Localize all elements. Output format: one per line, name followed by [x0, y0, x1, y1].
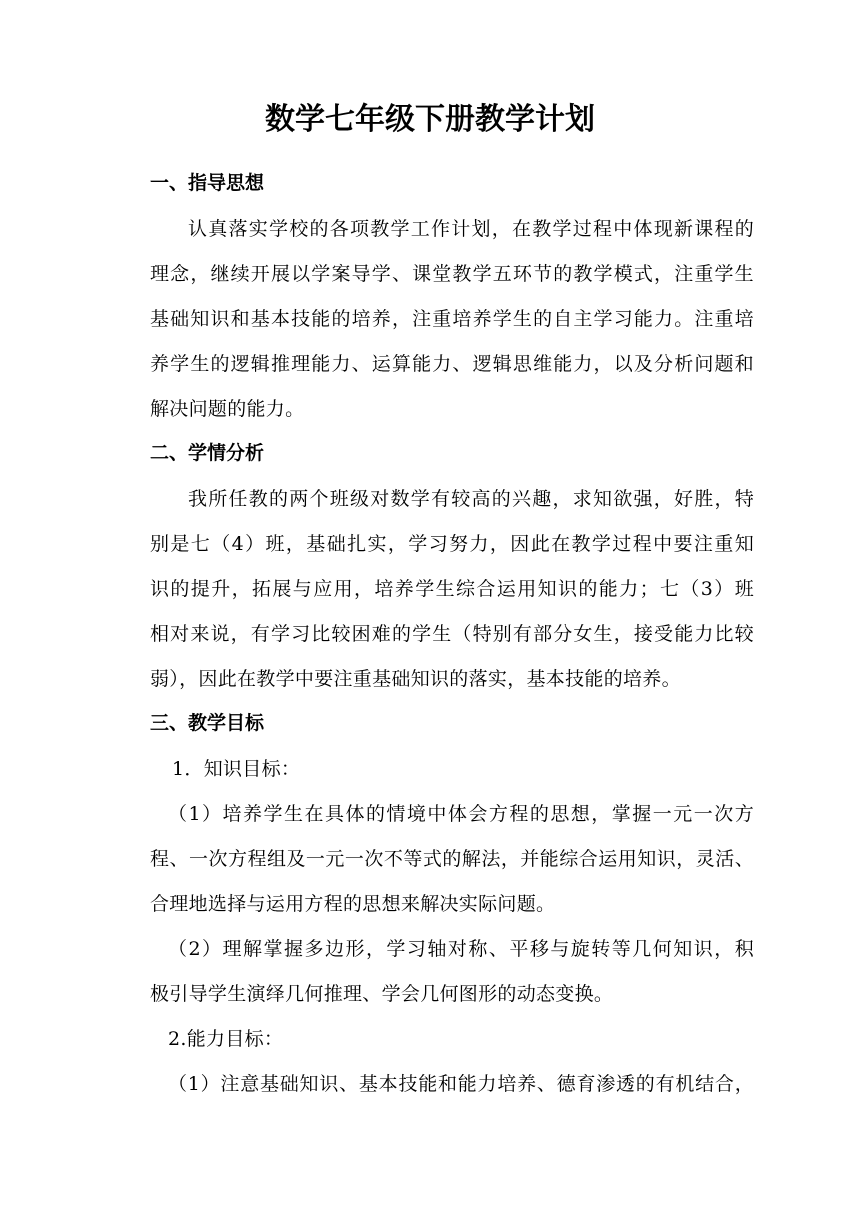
paragraph-line: （2）理解掌握多边形，学习轴对称、平移与旋转等几何知识，积 [168, 938, 754, 960]
subheading-knowledge-goals: 1．知识目标： [172, 758, 301, 780]
paragraph-line: 基础知识和基本技能的培养，注重培养学生的自主学习能力。注重培 [150, 308, 754, 330]
paragraph-line: 别是七（4）班，基础扎实，学习努力，因此在教学过程中要注重知 [150, 533, 754, 555]
paragraph-line: 解决问题的能力。 [150, 398, 305, 420]
paragraph-line: 认真落实学校的各项教学工作计划，在教学过程中体现新课程的 [188, 218, 754, 240]
paragraph-line: （1）注意基础知识、基本技能和能力培养、德育渗透的有机结合， [168, 1073, 754, 1095]
paragraph-line: 极引导学生演绎几何推理、学会几何图形的动态变换。 [150, 983, 614, 1005]
paragraph-line: 理念，继续开展以学案导学、课堂教学五环节的教学模式，注重学生 [150, 263, 754, 285]
paragraph-line: 我所任教的两个班级对数学有较高的兴趣，求知欲强，好胜，特 [188, 488, 754, 510]
paragraph-line: 养学生的逻辑推理能力、运算能力、逻辑思维能力，以及分析问题和 [150, 353, 754, 375]
paragraph-line: 弱），因此在教学中要注重基础知识的落实，基本技能的培养。 [150, 668, 681, 690]
paragraph-line: 程、一次方程组及一元一次不等式的解法，并能综合运用知识，灵活、 [150, 848, 754, 870]
paragraph-line: 相对来说，有学习比较困难的学生（特别有部分女生，接受能力比较 [150, 623, 754, 645]
paragraph-line: 合理地选择与运用方程的思想来解决实际问题。 [150, 893, 556, 915]
paragraph-line: 识的提升，拓展与应用，培养学生综合运用知识的能力；七（3）班 [150, 578, 754, 600]
section-heading-teaching-goals: 三、教学目标 [150, 712, 265, 734]
paragraph-line: （1）培养学生在具体的情境中体会方程的思想，掌握一元一次方 [168, 803, 754, 825]
subheading-ability-goals: 2.能力目标： [168, 1028, 284, 1050]
section-heading-student-analysis: 二、学情分析 [150, 442, 265, 464]
section-heading-guiding-ideology: 一、指导思想 [150, 172, 265, 194]
document-title: 数学七年级下册教学计划 [265, 102, 595, 137]
